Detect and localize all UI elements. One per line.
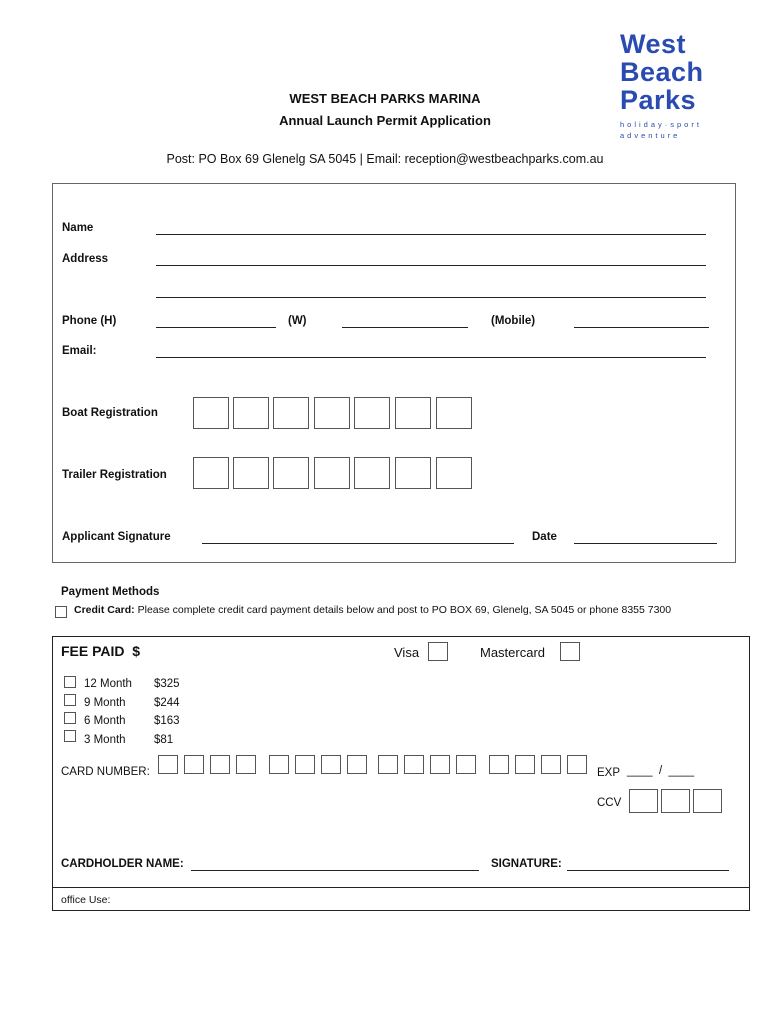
fee-option-price: $163 — [154, 715, 180, 727]
phone-mobile-field[interactable] — [574, 327, 709, 328]
trailer-reg-box[interactable] — [233, 457, 269, 489]
card-digit-box[interactable] — [269, 755, 289, 774]
name-field[interactable] — [156, 234, 706, 235]
fee-option-price: $325 — [154, 678, 180, 690]
card-digit-box[interactable] — [430, 755, 450, 774]
fee-option-checkbox-9m[interactable] — [64, 694, 76, 706]
logo-line-1: West — [620, 29, 687, 59]
trailer-registration-label: Trailer Registration — [62, 469, 167, 481]
logo-line-2: Beach — [620, 57, 704, 87]
card-digit-box[interactable] — [378, 755, 398, 774]
phone-mobile-label: (Mobile) — [491, 315, 536, 327]
trailer-registration-boxes — [193, 457, 483, 491]
boat-registration-label: Boat Registration — [62, 407, 158, 419]
office-use-label: office Use: — [61, 894, 111, 906]
credit-card-text: Please complete credit card payment details below and post to PO BOX 69, Glenelg, SA 5045 or phone 8355 7300 — [137, 604, 672, 616]
fee-option-price: $81 — [154, 734, 174, 746]
fee-option-term: 9 Month — [84, 697, 126, 709]
applicant-signature-field[interactable] — [202, 543, 514, 544]
office-use-divider — [52, 887, 750, 888]
form-title: Annual Launch Permit Application — [279, 113, 491, 128]
phone-home-label: Phone (H) — [62, 315, 117, 327]
card-signature-label: SIGNATURE: — [491, 858, 562, 870]
card-digit-box[interactable] — [489, 755, 509, 774]
mastercard-label: Mastercard — [480, 645, 546, 660]
ccv-boxes — [629, 789, 723, 815]
card-digit-box[interactable] — [515, 755, 535, 774]
email-field[interactable] — [156, 357, 706, 358]
contact-line: Post: PO Box 69 Glenelg SA 5045 | Email: reception@westbeachparks.com.au — [166, 152, 604, 166]
exp-label: EXP — [597, 767, 621, 779]
fee-option-price: $244 — [154, 697, 180, 709]
fee-option-term: 3 Month — [84, 734, 126, 746]
phone-work-field[interactable] — [342, 327, 468, 328]
fee-option-checkbox-6m[interactable] — [64, 712, 76, 724]
fee-option-checkbox-12m[interactable] — [64, 676, 76, 688]
trailer-reg-box[interactable] — [436, 457, 472, 489]
address-field-1[interactable] — [156, 265, 706, 266]
credit-card-checkbox[interactable] — [55, 606, 67, 618]
card-number-boxes — [158, 755, 590, 777]
boat-reg-box[interactable] — [354, 397, 390, 429]
applicant-signature-label: Applicant Signature — [62, 531, 171, 543]
fee-option-term: 6 Month — [84, 715, 126, 727]
ccv-label: CCV — [597, 797, 622, 809]
card-digit-box[interactable] — [158, 755, 178, 774]
card-digit-box[interactable] — [210, 755, 230, 774]
ccv-digit-box[interactable] — [661, 789, 690, 813]
trailer-reg-box[interactable] — [193, 457, 229, 489]
card-number-label: CARD NUMBER: — [61, 766, 150, 778]
address-label: Address — [62, 253, 109, 265]
name-label: Name — [62, 222, 94, 234]
credit-card-instructions — [74, 604, 671, 616]
boat-reg-box[interactable] — [273, 397, 309, 429]
logo-tagline-2: adventure — [620, 131, 681, 140]
card-digit-box[interactable] — [321, 755, 341, 774]
trailer-reg-box[interactable] — [354, 457, 390, 489]
phone-work-label: (W) — [288, 315, 307, 327]
boat-reg-box[interactable] — [436, 397, 472, 429]
cardholder-name-label: CARDHOLDER NAME: — [61, 858, 184, 870]
boat-reg-box[interactable] — [395, 397, 431, 429]
boat-reg-box[interactable] — [233, 397, 269, 429]
mastercard-checkbox[interactable] — [560, 642, 580, 661]
card-digit-box[interactable] — [184, 755, 204, 774]
address-field-2[interactable] — [156, 297, 706, 298]
boat-reg-box[interactable] — [193, 397, 229, 429]
ccv-digit-box[interactable] — [629, 789, 658, 813]
card-digit-box[interactable] — [347, 755, 367, 774]
email-label: Email: — [62, 345, 97, 357]
fee-option-term: 12 Month — [84, 678, 132, 690]
card-digit-box[interactable] — [456, 755, 476, 774]
trailer-reg-box[interactable] — [395, 457, 431, 489]
ccv-digit-box[interactable] — [693, 789, 722, 813]
payment-methods-heading: Payment Methods — [61, 586, 160, 598]
boat-reg-box[interactable] — [314, 397, 350, 429]
exp-field[interactable]: ____ / ____ — [627, 765, 695, 777]
fee-paid-label: FEE PAID $ — [61, 643, 141, 659]
card-digit-box[interactable] — [404, 755, 424, 774]
trailer-reg-box[interactable] — [273, 457, 309, 489]
phone-home-field[interactable] — [156, 327, 276, 328]
boat-registration-boxes — [193, 397, 483, 431]
applicant-panel — [52, 183, 736, 563]
card-digit-box[interactable] — [541, 755, 561, 774]
card-digit-box[interactable] — [295, 755, 315, 774]
visa-checkbox[interactable] — [428, 642, 448, 661]
card-digit-box[interactable] — [236, 755, 256, 774]
card-digit-box[interactable] — [567, 755, 587, 774]
credit-card-label: Credit Card: — [74, 604, 135, 616]
logo-line-3: Parks — [620, 85, 697, 115]
visa-label: Visa — [394, 645, 420, 660]
cardholder-name-field[interactable] — [191, 870, 479, 871]
org-title: WEST BEACH PARKS MARINA — [289, 91, 481, 106]
card-signature-field[interactable] — [567, 870, 729, 871]
logo-tagline-1: holiday·sport — [620, 120, 702, 129]
fee-option-checkbox-3m[interactable] — [64, 730, 76, 742]
date-field[interactable] — [574, 543, 717, 544]
date-label: Date — [532, 531, 557, 543]
trailer-reg-box[interactable] — [314, 457, 350, 489]
